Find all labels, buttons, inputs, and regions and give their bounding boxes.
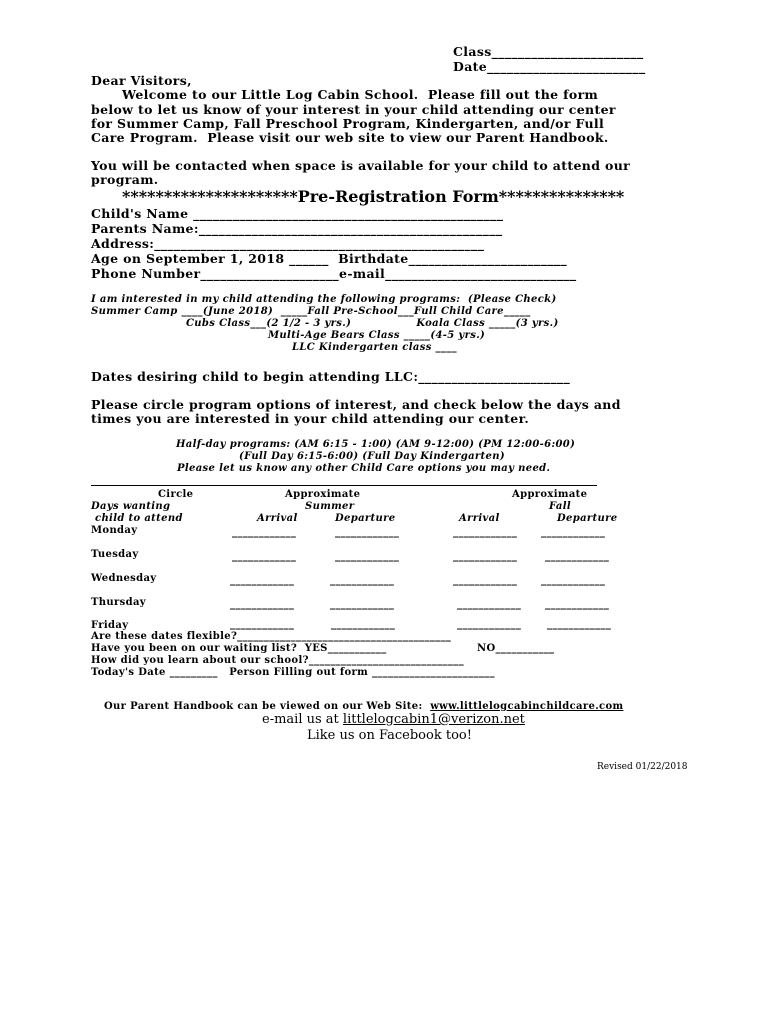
email-line xyxy=(262,712,525,727)
class-field[interactable]: Class_______________________ xyxy=(453,44,644,59)
tuesday-fall-arrival[interactable]: ____________ xyxy=(453,551,518,562)
programs-line-1[interactable]: Summer Camp ____(June 2018) _____Fall Pre-School___Full Child Care_____ xyxy=(91,306,531,317)
welcome-line-4: Care Program. Please visit our web site to view our Parent Handbook. xyxy=(91,130,609,145)
dates-flexible-field[interactable]: Are these dates flexible?________________________________________ xyxy=(91,631,452,642)
date-field[interactable]: Date________________________ xyxy=(453,59,646,74)
contact-line-1: You will be contacted when space is available for your child to attend our xyxy=(91,158,631,173)
age-birthdate-field[interactable]: Age on September 1, 2018 ______ Birthdate________________________ xyxy=(91,251,567,266)
thursday-summer-departure[interactable]: ____________ xyxy=(330,599,395,610)
fall-label: Fall xyxy=(549,501,572,512)
tuesday-summer-arrival[interactable]: ____________ xyxy=(232,551,297,562)
monday-fall-arrival[interactable]: ____________ xyxy=(453,527,518,538)
circle-instructions-2: times you are interested in your child attending our center. xyxy=(91,411,530,426)
friday-summer-arrival[interactable]: ____________ xyxy=(230,619,295,630)
day-wednesday: Wednesday xyxy=(91,573,157,584)
thursday-fall-arrival[interactable]: ____________ xyxy=(457,599,522,610)
salutation: Dear Visitors, xyxy=(91,73,192,88)
waiting-list-yes-field[interactable]: Have you been on our waiting list? YES___________ xyxy=(91,643,387,654)
friday-fall-departure[interactable]: ____________ xyxy=(547,619,612,630)
how-learn-field[interactable]: How did you learn about our school?_____________________________ xyxy=(91,655,464,666)
schedule-divider xyxy=(91,485,597,486)
options-line-1[interactable]: Half-day programs: (AM 6:15 - 1:00) (AM 9-12:00) (PM 12:00-6:00) xyxy=(176,439,576,450)
day-tuesday: Tuesday xyxy=(91,549,139,560)
approx-fall-label: Approximate xyxy=(512,489,588,500)
monday-summer-arrival[interactable]: ____________ xyxy=(232,527,297,538)
welcome-line-2: below to let us know of your interest in your child attending our center xyxy=(91,102,616,117)
programs-line-3[interactable]: Multi-Age Bears Class _____(4-5 yrs.) xyxy=(268,330,486,341)
programs-line-4[interactable]: LLC Kindergarten class ____ xyxy=(292,342,457,353)
revised-date: Revised 01/22/2018 xyxy=(597,762,688,772)
day-monday: Monday xyxy=(91,525,138,536)
welcome-line-1: Welcome to our Little Log Cabin School. Please fill out the form xyxy=(122,87,599,102)
email-link[interactable]: littlelogcabin1@verizon.net xyxy=(342,712,525,727)
col-days-wanting: Days wanting xyxy=(91,501,171,512)
friday-fall-arrival[interactable]: ____________ xyxy=(457,619,522,630)
parents-name-field[interactable]: Parents Name:______________________________________________ xyxy=(91,221,503,236)
tuesday-fall-departure[interactable]: ____________ xyxy=(545,551,610,562)
wednesday-summer-departure[interactable]: ____________ xyxy=(330,575,395,586)
wednesday-fall-arrival[interactable]: ____________ xyxy=(453,575,518,586)
monday-summer-departure[interactable]: ____________ xyxy=(335,527,400,538)
tuesday-summer-departure[interactable]: ____________ xyxy=(335,551,400,562)
programs-intro: I am interested in my child attending the following programs: (Please Check) xyxy=(91,294,557,305)
email-text: e-mail us at xyxy=(262,712,343,727)
handbook-text: Our Parent Handbook can be viewed on our Web Site: xyxy=(104,701,431,712)
handbook-line xyxy=(104,701,623,712)
thursday-fall-departure[interactable]: ____________ xyxy=(545,599,610,610)
programs-line-2[interactable]: Cubs Class___(2 1/2 - 3 yrs.) Koala Class _____(3 yrs.) xyxy=(186,318,559,329)
fall-arrival-label: Arrival xyxy=(459,513,500,524)
welcome-line-3: for Summer Camp, Fall Preschool Program, Kindergarten, and/or Full xyxy=(91,116,605,131)
wednesday-fall-departure[interactable]: ____________ xyxy=(541,575,606,586)
wednesday-summer-arrival[interactable]: ____________ xyxy=(230,575,295,586)
phone-email-field[interactable]: Phone Number_____________________e-mail_____________________________ xyxy=(91,266,577,281)
summer-arrival-label: Arrival xyxy=(257,513,298,524)
col-child-attend: child to attend xyxy=(95,513,183,524)
childs-name-field[interactable]: Child's Name _______________________________________________ xyxy=(91,206,504,221)
friday-summer-departure[interactable]: ____________ xyxy=(331,619,396,630)
monday-fall-departure[interactable]: ____________ xyxy=(541,527,606,538)
dates-desiring-field[interactable]: Dates desiring child to begin attending LLC:_______________________ xyxy=(91,369,571,384)
approx-summer-label: Approximate xyxy=(285,489,361,500)
circle-instructions-1: Please circle program options of interest, and check below the days and xyxy=(91,397,621,412)
contact-line-2: program. xyxy=(91,172,159,187)
todays-date-field[interactable]: Today's Date _________ Person Filling out form _______________________ xyxy=(91,667,495,678)
col-circle: Circle xyxy=(158,489,194,500)
facebook-line: Like us on Facebook too! xyxy=(307,728,472,743)
waiting-list-no-field[interactable]: NO___________ xyxy=(477,643,555,654)
day-friday: Friday xyxy=(91,620,129,631)
summer-label: Summer xyxy=(305,501,355,512)
website-link[interactable]: www.littlelogcabinchildcare.com xyxy=(430,701,624,712)
options-line-2[interactable]: (Full Day 6:15-6:00) (Full Day Kindergarten) xyxy=(239,451,505,462)
form-title: *********************Pre-Registration Form*************** xyxy=(122,187,625,206)
thursday-summer-arrival[interactable]: ____________ xyxy=(230,599,295,610)
address-field[interactable]: Address:__________________________________________________ xyxy=(91,236,485,251)
options-line-3: Please let us know any other Child Care options you may need. xyxy=(177,463,551,474)
day-thursday: Thursday xyxy=(91,597,146,608)
summer-departure-label: Departure xyxy=(335,513,396,524)
fall-departure-label: Departure xyxy=(557,513,618,524)
